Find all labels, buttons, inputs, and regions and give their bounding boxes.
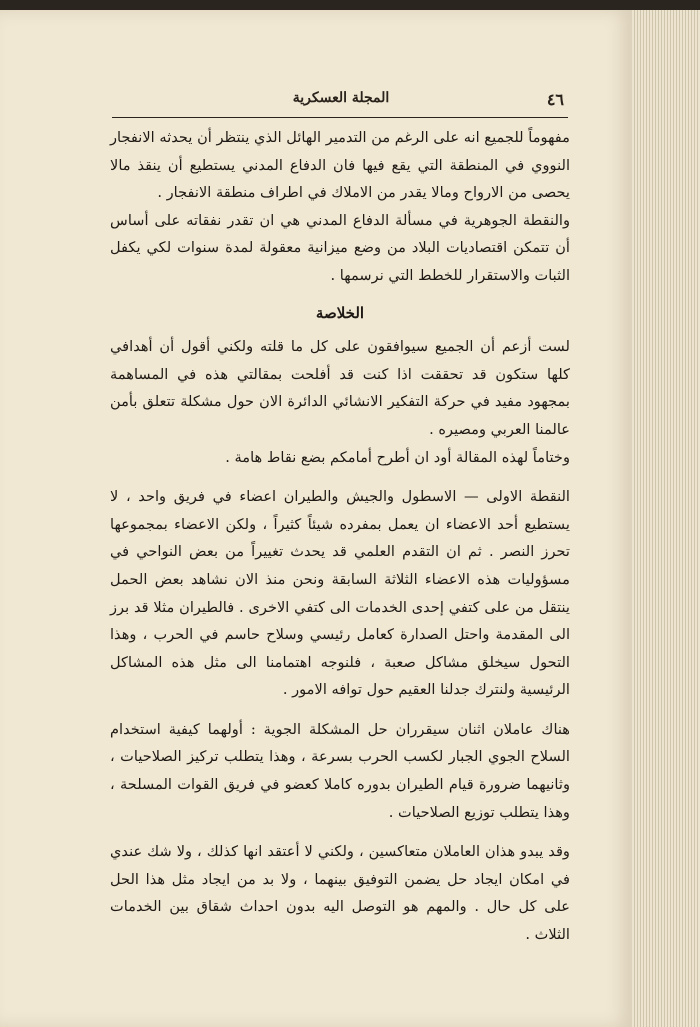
paragraph-gap	[110, 471, 570, 483]
paragraph: والنقطة الجوهرية في مسألة الدفاع المدني هي ان تقدر نفقاته على أساس أن تتمكن اقتصاديات البلاد من وضع ميزانية معقولة لمدة سنوات لكي يكفل الثبات والاستقرار للخطط التي نرسمها .	[110, 211, 570, 284]
article-body	[110, 124, 570, 949]
page-edges	[632, 10, 700, 1027]
paragraph-gap	[110, 704, 570, 716]
running-header	[118, 88, 564, 114]
journal-title: المجلة العسكرية	[292, 90, 390, 106]
section-heading: الخلاصة	[315, 303, 365, 322]
paragraph: مفهوماً للجميع انه على الرغم من التدمير الهائل الذي ينتظر أن يحدثه الانفجار النووي في المنطقة التي يقع فيها فان الدفاع المدني يستطيع أن ينقذ مالا يحصى من الارواح ومالا يقدر من الاملاك في اطراف منطقة الانفجار .	[110, 129, 570, 202]
paragraph: وقد يبدو هذان العاملان متعاكسين ، ولكني لا أعتقد انها كذلك ، ولا شك عندي في امكان ايجاد حل يضمن التوفيق بينهما ، ولا بد من ايجاد مثل هذا الحل على كل حال . والمهم هو التوصل اليه بدون احداث شقاق بين الخدمات الثلاث .	[110, 843, 570, 944]
header-rule	[112, 117, 568, 118]
paragraph: النقطة الاولى — الاسطول والجيش والطيران اعضاء في فريق واحد ، لا يستطيع أحد الاعضاء ان يعمل بمفرده شيئاً كثيراً ، ولكن الاعضاء بمجموعها تحرز النصر . ثم ان التقدم العلمي قد يحدث تغييراً من بعض النواحي في مسؤوليات هذه الاعضاء الثلاثة السابقة ونحن منذ الان نشاهد بعض الحمل ينتقل من على كتفي إحدى الخدمات الى كتفي الاخرى . فالطيران مثلا قد برز الى المقدمة واحتل الصدارة كعامل رئيسي وسلاح حاسم في الحرب ، وهذا التحول سيخلق مشاكل صعبة ، فلنوجه اهتمامنا الى مثل هذه المشاكل الرئيسية ولنترك جدلنا العقيم حول توافه الامور .	[110, 488, 570, 699]
paragraph-gap	[110, 826, 570, 838]
top-dark-band	[0, 0, 700, 10]
paragraph: هناك عاملان اثنان سيقرران حل المشكلة الجوية : أولهما كيفية استخدام السلاح الجوي الجبار لكسب الحرب بسرعة ، وهذا يتطلب تركيز الصلاحيات ، وثانيهما ضرورة قيام الطيران بدوره كاملا كعضو في فريق القوات المسلحة ، وهذا يتطلب توزيع الصلاحيات .	[110, 720, 570, 821]
paragraph: لست أزعم أن الجميع سيوافقون على كل ما قلته ولكني أقول أن أهدافي كلها ستكون قد تحققت اذا كنت قد أفلحت بمقالتي هذه في المساهمة بمجهود مفيد في حركة التفكير الانشائي الدائرة الان حول مشكلة تتعلق بأمن عالمنا العربي ومصيره .	[110, 338, 570, 438]
page-number: ٤٦	[546, 90, 564, 109]
paragraph: وختاماً لهذه المقالة أود ان أطرح أمامكم بضع نقاط هامة .	[225, 448, 570, 466]
